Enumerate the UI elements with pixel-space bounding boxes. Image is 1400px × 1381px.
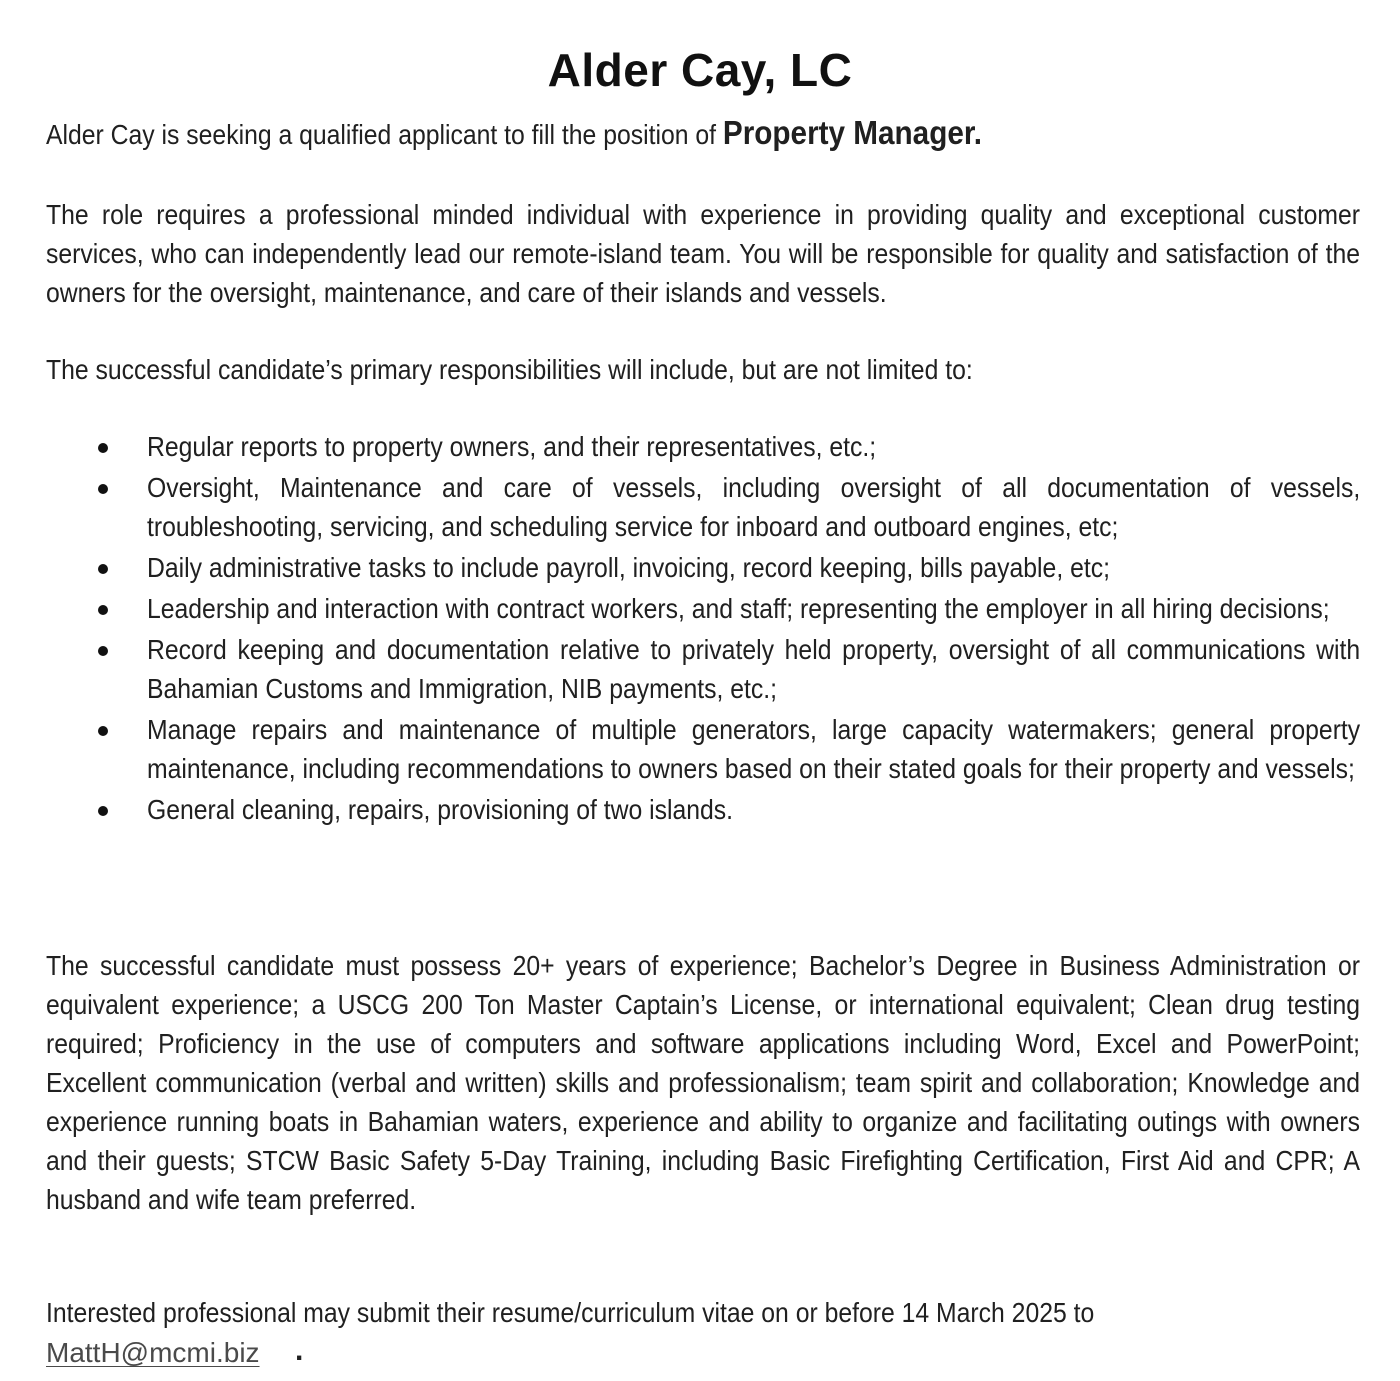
list-item-text: General cleaning, repairs, provisioning of two islands. — [147, 794, 734, 825]
list-item-text: Daily administrative tasks to include payroll, invoicing, record keeping, bills payable, etc; — [147, 552, 1110, 583]
list-item — [0, 548, 1400, 587]
trailing-period: . — [295, 1334, 304, 1367]
bullet-icon — [98, 726, 108, 736]
page-title: Alder Cay, LC — [547, 43, 853, 96]
bullet-icon — [98, 646, 108, 656]
responsibilities-list — [0, 427, 1400, 831]
bullet-icon — [98, 443, 108, 453]
list-item-text: Manage repairs and maintenance of multiple generators, large capacity watermakers; general property maintenance, including recommendations to owners based on their stated goals for their property and vessels; — [147, 714, 1361, 784]
list-item — [0, 630, 1400, 708]
bullet-icon — [98, 806, 108, 816]
list-item-text: Oversight, Maintenance and care of vessels, including oversight of all documentation of vessels, troubleshooting, servicing, and scheduling service for inboard and outboard engines, etc; — [147, 472, 1361, 542]
intro-text: Alder Cay is seeking a qualified applicant to fill the position of — [46, 119, 723, 150]
list-item — [0, 790, 1400, 829]
bullet-icon — [98, 484, 108, 494]
intro-paragraph — [46, 113, 1360, 154]
qualifications-paragraph: The successful candidate must possess 20+ years of experience; Bachelor’s Degree in Business Administration or equivalent experience; a USCG 200 Ton Master Captain’s License, or international equivalent; Clean drug testing required; Proficiency in the use of computers and software applications including Word, Excel and PowerPoint; Excellent communication (verbal and written) skills and professionalism; team spirit and collaboration; Knowledge and experience running boats in Bahamian waters, experience and ability to organize and facilitating outings with owners and their guests; STCW Basic Safety 5-Day Training, including Basic Firefighting Certification, First Aid and CPR; A husband and wife team preferred. — [46, 950, 1360, 1215]
list-item-text: Regular reports to property owners, and their representatives, etc.; — [147, 431, 877, 462]
list-item-text: Record keeping and documentation relative to privately held property, oversight of all communications with Bahamian Customs and Immigration, NIB payments, etc.; — [147, 634, 1361, 704]
bullet-icon — [98, 564, 108, 574]
list-item-text: Leadership and interaction with contract workers, and staff; representing the employer in all hiring decisions; — [147, 593, 1330, 624]
list-item — [0, 589, 1400, 628]
email-link[interactable]: MattH@mcmi.biz — [46, 1337, 260, 1368]
list-item — [0, 468, 1400, 546]
bullet-icon — [98, 605, 108, 615]
role-description-paragraph: The role requires a professional minded individual with experience in providing quality and exceptional customer services, who can independently lead our remote-island team. You will be responsible for quality and satisfaction of the owners for the oversight, maintenance, and care of their islands and vessels. — [46, 199, 1360, 308]
list-item — [0, 427, 1400, 466]
responsibilities-lead-paragraph: The successful candidate’s primary responsibilities will include, but are not limited to: — [46, 354, 973, 385]
list-item — [0, 710, 1400, 788]
position-title: Property Manager. — [722, 114, 983, 151]
contact-paragraph: Interested professional may submit their resume/curriculum vitae on or before 14 March 2025 to — [46, 1297, 1095, 1328]
